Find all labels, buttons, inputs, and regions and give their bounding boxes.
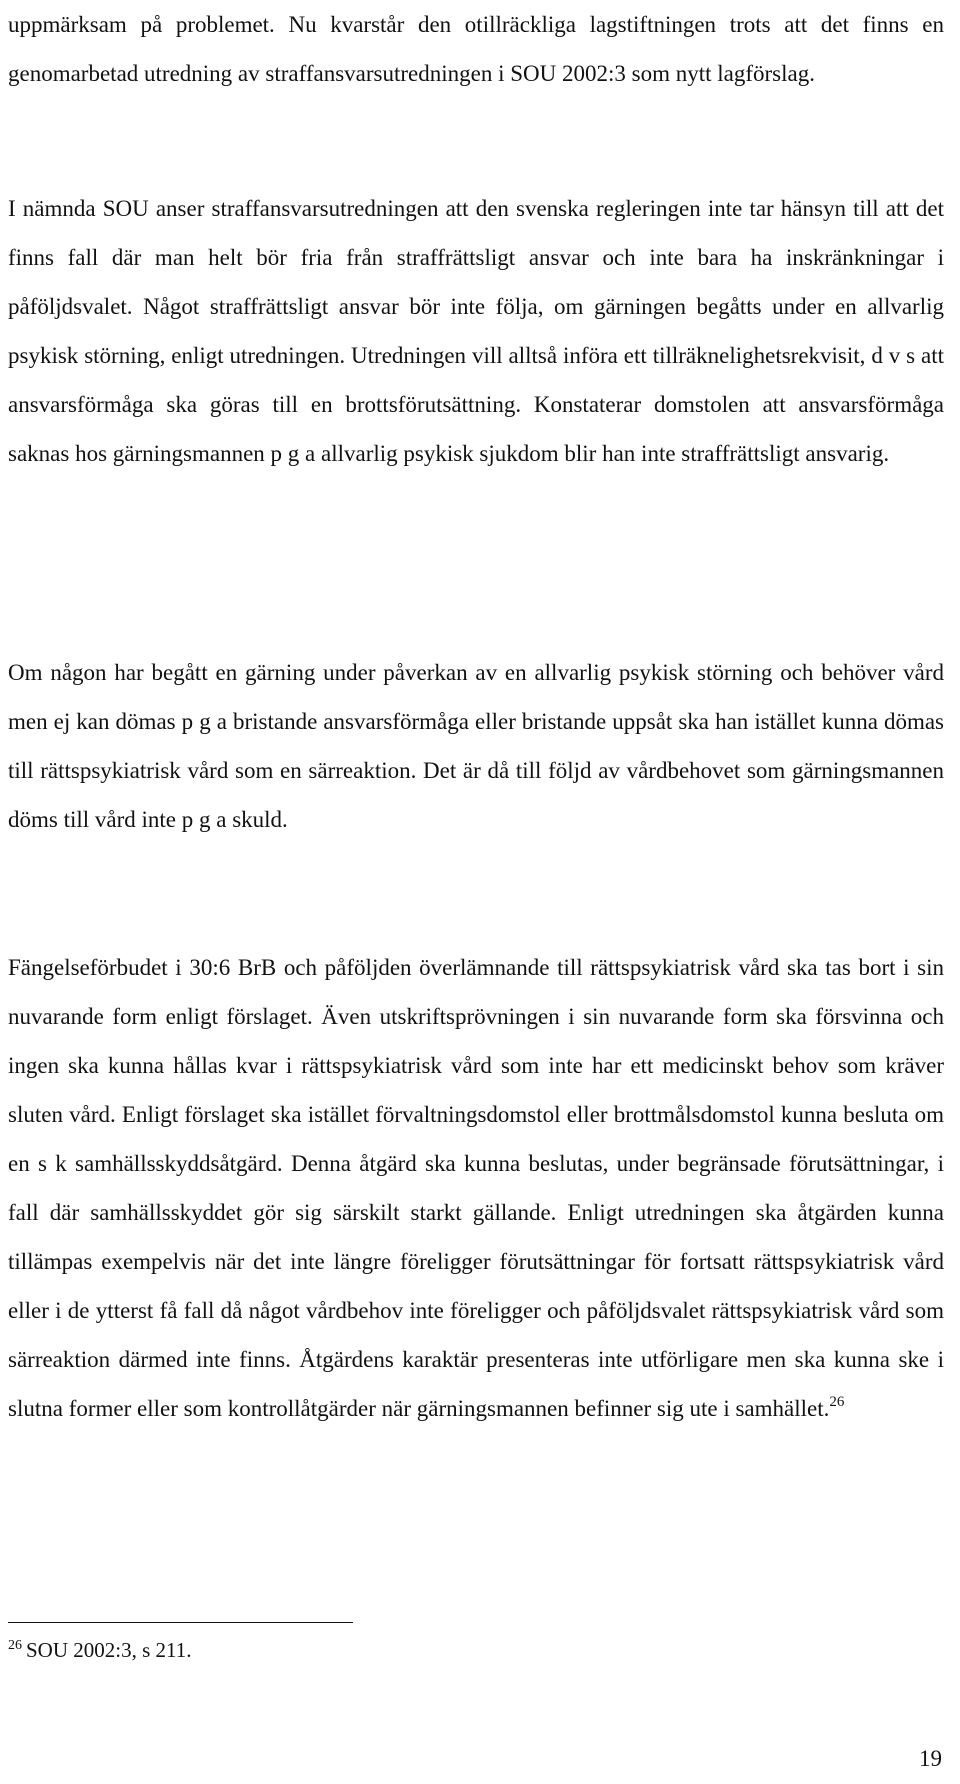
- footnote-number: 26: [8, 1638, 22, 1653]
- paragraph-text: Om någon har begått en gärning under påverkan av en allvarlig psykisk störning och behöver vård men ej kan dömas p g a bristande ansvarsförmåga eller bristande uppsåt ska han istället kunna dömas till rättspsykiatrisk vård som en särreaktion. Det är då till följd av vårdbehovet som gärningsmannen döms till vård inte p g a skuld.: [8, 660, 944, 832]
- paragraph-text: uppmärksam på problemet. Nu kvarstår den otillräckliga lagstiftningen trots att det finns en genomarbetad utredning av straffansvarsutredningen i SOU 2002:3 som nytt lagförslag.: [8, 12, 944, 86]
- footnote-reference[interactable]: 26: [829, 1394, 845, 1410]
- paragraph-fangelseforbud: [8, 943, 944, 1433]
- footnote-text: SOU 2002:3, s 211.: [26, 1638, 192, 1662]
- footnote: [8, 1637, 192, 1663]
- paragraph-sarreaktion: [8, 648, 944, 844]
- paragraph-text: Fängelseförbudet i 30:6 BrB och påföljden överlämnande till rättspsykiatrisk vård ska tas bort i sin nuvarande form enligt förslaget. Även utskriftsprövningen i sin nuvarande form ska försvinna och ingen ska kunna hållas kvar i rättspsykiatrisk vård som inte har ett medicinskt behov som kräver sluten vård. Enligt förslaget ska istället förvaltningsdomstol eller brottmålsdomstol kunna besluta om en s k samhällsskyddsåtgärd. Denna åtgärd ska kunna beslutas, under begränsade förutsättningar, i fall där samhällsskyddet gör sig särskilt starkt gällande. Enligt utredningen ska åtgärden kunna tillämpas exempelvis när det inte längre föreligger förutsättningar för fortsatt rättspsykiatrisk vård eller i de ytterst få fall då något vårdbehov inte föreligger och påföljdsvalet rättspsykiatrisk vård som särreaktion därmed inte finns. Åtgärdens karaktär presenteras inte utförligare men ska kunna ske i slutna former eller som kontrollåtgärder när gärningsmannen befinner sig ute i samhället.: [8, 955, 944, 1421]
- page-number: 19: [919, 1746, 942, 1771]
- footnote-separator: [8, 1622, 353, 1623]
- paragraph-text: I nämnda SOU anser straffansvarsutredningen att den svenska regleringen inte tar hänsyn till att det finns fall där man helt bör fria från straffrättsligt ansvar och inte bara ha inskränkningar i påföljdsvalet. Något straffrättsligt ansvar bör inte följa, om gärningen begåtts under en allvarlig psykisk störning, enligt utredningen. Utredningen vill alltså införa ett tillräknelighetsrekvisit, d v s att ansvarsförmåga ska göras till en brottsförutsättning. Konstaterar domstolen att ansvarsförmåga saknas hos gärningsmannen p g a allvarlig psykisk sjukdom blir han inte straffrättsligt ansvarig.: [8, 196, 944, 466]
- paragraph-continued: [8, 0, 944, 98]
- paragraph-tillraknelighet: [8, 184, 944, 478]
